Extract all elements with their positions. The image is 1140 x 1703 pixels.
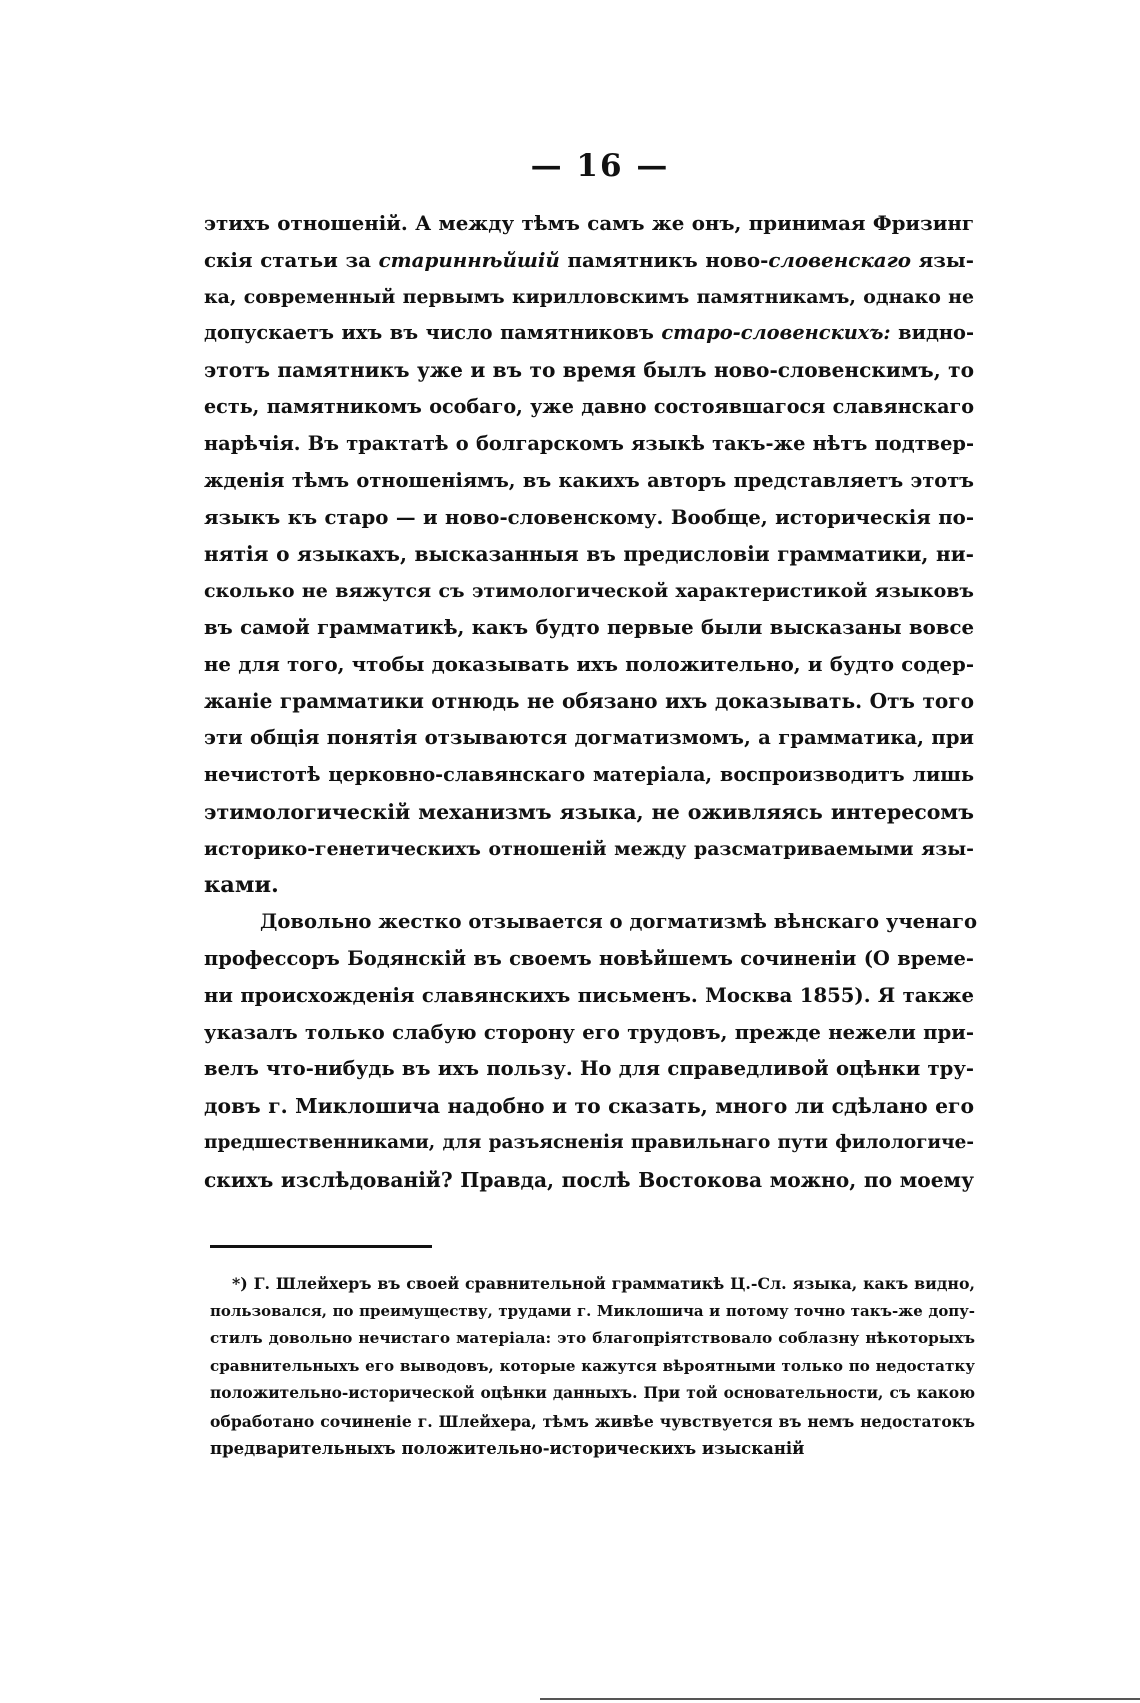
text-line: нарѣчія. Въ трактатѣ о болгарскомъ языкѣ такъ-же нѣтъ подтвер- — [204, 431, 974, 455]
page-number: — 16 — — [530, 148, 670, 184]
text-line: ками. — [204, 872, 279, 899]
footnote — [210, 1270, 975, 1463]
text-line: жденія тѣмъ отношеніямъ, въ какихъ авторъ представляетъ этотъ — [204, 468, 974, 492]
italic-run: стариннѣйшій — [378, 247, 560, 272]
text-line: этимологическій механизмъ языка, не оживляясь интересомъ — [204, 799, 974, 824]
text-line: есть, памятникомъ особаго, уже давно состоявшагося славянскаго — [204, 394, 974, 418]
text-line: ка, современный первымъ кирилловскимъ памятникамъ, однако не — [204, 285, 974, 308]
text-line: этотъ памятникъ уже и въ то время былъ ново-словенскимъ, то — [204, 358, 974, 383]
italic-run: словенскаго — [768, 247, 911, 272]
scan-edge-line — [540, 1698, 1140, 1700]
main-text — [204, 205, 978, 1199]
footnote-line: обработано сочиненіе г. Шлейхера, тѣмъ живѣе чувствуется въ немъ недостатокъ — [210, 1411, 975, 1431]
text-line: эти общія понятія отзываются догматизмомъ, а грамматика, при — [204, 726, 974, 750]
text-line: нечистотѣ церковно-славянскаго матеріала, воспроизводитъ лишь — [204, 762, 974, 786]
text-line: ни происхожденія славянскихъ письменъ. Москва 1855). Я также — [204, 983, 974, 1007]
text-line: языкъ къ старо — и ново-словенскому. Вообще, историческія по- — [204, 505, 974, 530]
text-run: видно- — [890, 321, 975, 345]
italic-run: старо-словенскихъ: — [661, 321, 891, 345]
text-line: не для того, чтобы доказывать ихъ положительно, и будто содер- — [204, 652, 974, 676]
text-line: скихъ изслѣдованій? Правда, послѣ Востокова можно, по моему — [204, 1167, 974, 1192]
text-run: допускаетъ ихъ въ число памятниковъ — [204, 321, 662, 345]
text-line: указалъ только слабую сторону его трудовъ, прежде нежели при- — [204, 1020, 974, 1044]
text-line: довъ г. Миклошича надобно и то сказать, много ли сдѣлано его — [204, 1094, 974, 1119]
footnote-line: пользовался, по преимуществу, трудами г. Миклошича и потому точно такъ-же допу- — [210, 1301, 975, 1320]
text-run: скія статьи за — [204, 247, 379, 272]
text-line: жаніе грамматики отнюдь не обязано ихъ доказывать. Отъ того — [204, 689, 974, 714]
paragraph-start-line: Довольно жестко отзывается о догматизмѣ вѣнскаго ученаго — [260, 910, 978, 934]
text-line: въ самой грамматикѣ, какъ будто первые были высказаны вовсе — [204, 615, 974, 639]
text-line: профессоръ Бодянскій въ своемъ новѣйшемъ сочиненіи (О време- — [204, 946, 974, 970]
footnote-divider — [210, 1245, 432, 1248]
footnote-line: предварительныхъ положительно-историческихъ изысканій — [210, 1439, 805, 1458]
footnote-line: положительно-исторической оцѣнки данныхъ. При той основательности, съ какою — [210, 1384, 975, 1402]
text-line — [204, 242, 974, 279]
text-run: язы- — [910, 247, 974, 272]
footnote-line: сравнительныхъ его выводовъ, которые кажутся вѣроятными только по недостатку — [210, 1356, 975, 1375]
text-line: сколько не вяжутся съ этимологической характеристикой языковъ — [204, 579, 974, 602]
footnote-line: *) Г. Шлейхеръ въ своей сравнительной грамматикѣ Ц.-Сл. языка, какъ видно, — [232, 1274, 975, 1293]
text-run: памятникъ ново- — [559, 247, 769, 272]
text-line — [204, 315, 974, 352]
text-line: этихъ отношеній. А между тѣмъ самъ же онъ, принимая Фризинг — [204, 211, 974, 235]
text-line: предшественниками, для разъясненія правильнаго пути филологиче- — [204, 1131, 974, 1153]
text-line: нятія о языкахъ, высказанныя въ предисловіи грамматики, ни- — [204, 542, 974, 567]
text-line: велъ что-нибудь въ ихъ пользу. Но для справедливой оцѣнки тру- — [204, 1057, 974, 1081]
text-line: историко-генетическихъ отношеній между разсматриваемыми язы- — [204, 837, 974, 860]
footnote-line: стилъ довольно нечистаго матеріала: это благопріятствовало соблазну нѣкоторыхъ — [210, 1329, 975, 1347]
